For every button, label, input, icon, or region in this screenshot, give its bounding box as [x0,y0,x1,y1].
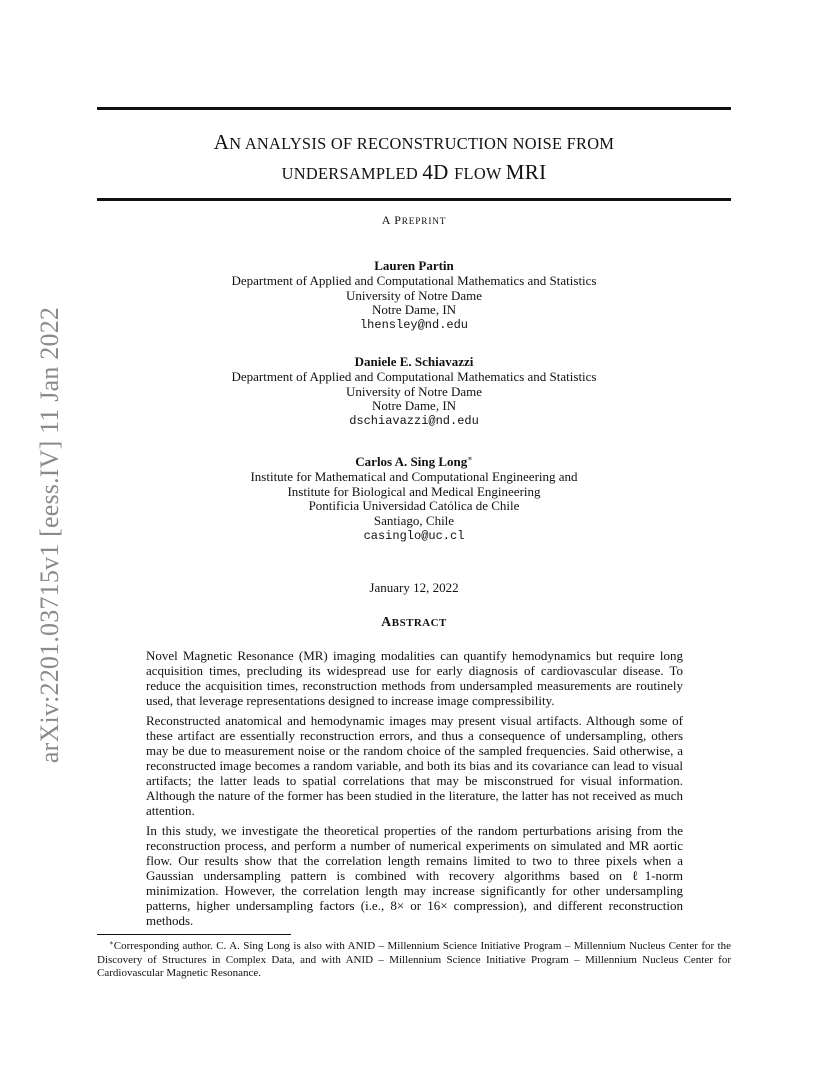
abstract-body [146,648,683,933]
author-block-3 [97,452,731,544]
paper-date: January 12, 2022 [369,580,459,595]
footnote-text: Corresponding author. C. A. Sing Long is also with ANID – Millennium Science Initiative Program – Millennium Nucleus Center for the Discovery of Structures in Complex Data, and with ANID – Millennium Science Initiative Program – Millennium Nucleus Center for Cardiovascular Magnetic Resonance. [97,940,731,979]
author-email: casinglo@uc.cl [363,528,465,543]
title-bottom-rule [97,198,731,201]
abstract-paragraph: In this study, we investigate the theoretical properties of the random perturbations arising from the reconstruction process, and perform a number of numerical experiments on simulated and MR aortic flow. Our results show that the correlation length remains limited to two to three pixels when a Gaussian undersampling pattern is combined with recovery algorithms based on ℓ1-norm minimization. However, the correlation length may increase significantly for other undersampling patterns, higher undersampling factors (i.e., 8× or 16× compression), and different reconstruction methods. [146,823,683,928]
author-name: Daniele E. Schiavazzi [354,354,474,369]
preprint-label: A PREPRINT [381,213,447,227]
footnote-mark: ∗ [467,454,473,463]
author-email: lhensley@nd.edu [359,318,469,333]
author-email: dschiavazzi@nd.edu [349,414,479,429]
affiliation-line: Institute for Biological and Medical Engineering [287,483,541,499]
author-block-2 [97,355,731,429]
affiliation-line: Notre Dame, IN [371,302,457,318]
affiliation-line: Department of Applied and Computational Mathematics and Statistics [231,368,597,384]
author-name-with-mark [97,452,731,470]
paper-title [97,128,731,188]
affiliation-line: University of Notre Dame [345,383,483,399]
author-name: Carlos A. Sing Long [355,454,468,469]
title-top-rule [97,107,731,110]
footnote [97,937,731,981]
footnote-rule [97,934,291,935]
title-line-1: AN ANALYSIS OF RECONSTRUCTION NOISE FROM [213,130,615,154]
abstract-paragraph: Reconstructed anatomical and hemodynamic images may present visual artifacts. Although some of these artifact are essentially reconstruction errors, and thus a consequence of undersampling, others may be due to measurement noise or the random choice of the sampled frequencies. Said otherwise, a reconstructed image becomes a random variable, and both its bias and its covariance can lead to visual artifacts; the latter leads to spatial correlations that may be misconstrued for visual information. Although the nature of the former has been studied in the literature, the latter has not received as much attention. [146,713,683,818]
affiliation-line: Notre Dame, IN [371,398,457,414]
affiliation-line: Santiago, Chile [373,513,455,529]
affiliation-line: Pontificia Universidad Católica de Chile [308,498,520,514]
affiliation-line: University of Notre Dame [345,287,483,303]
affiliation-line: Institute for Mathematical and Computational Engineering and [250,468,578,484]
title-line-2: UNDERSAMPLED 4D FLOW MRI [281,160,547,184]
affiliation-line: Department of Applied and Computational Mathematics and Statistics [231,272,597,288]
footnote-mark: ∗ [109,939,114,947]
abstract-heading: ABSTRACT [381,615,447,630]
author-name: Lauren Partin [374,258,454,273]
arxiv-side-stamp: arXiv:2201.03715v1 [eess.IV] 11 Jan 2022 [35,306,64,764]
author-block-1 [97,259,731,333]
abstract-paragraph: Novel Magnetic Resonance (MR) imaging modalities can quantify hemodynamics but require long acquisition times, precluding its widespread use for early diagnosis of cardiovascular disease. To reduce the acquisition times, reconstruction methods from undersampled measurements are routinely used, that leverage representations designed to increase image compressibility. [146,648,683,708]
